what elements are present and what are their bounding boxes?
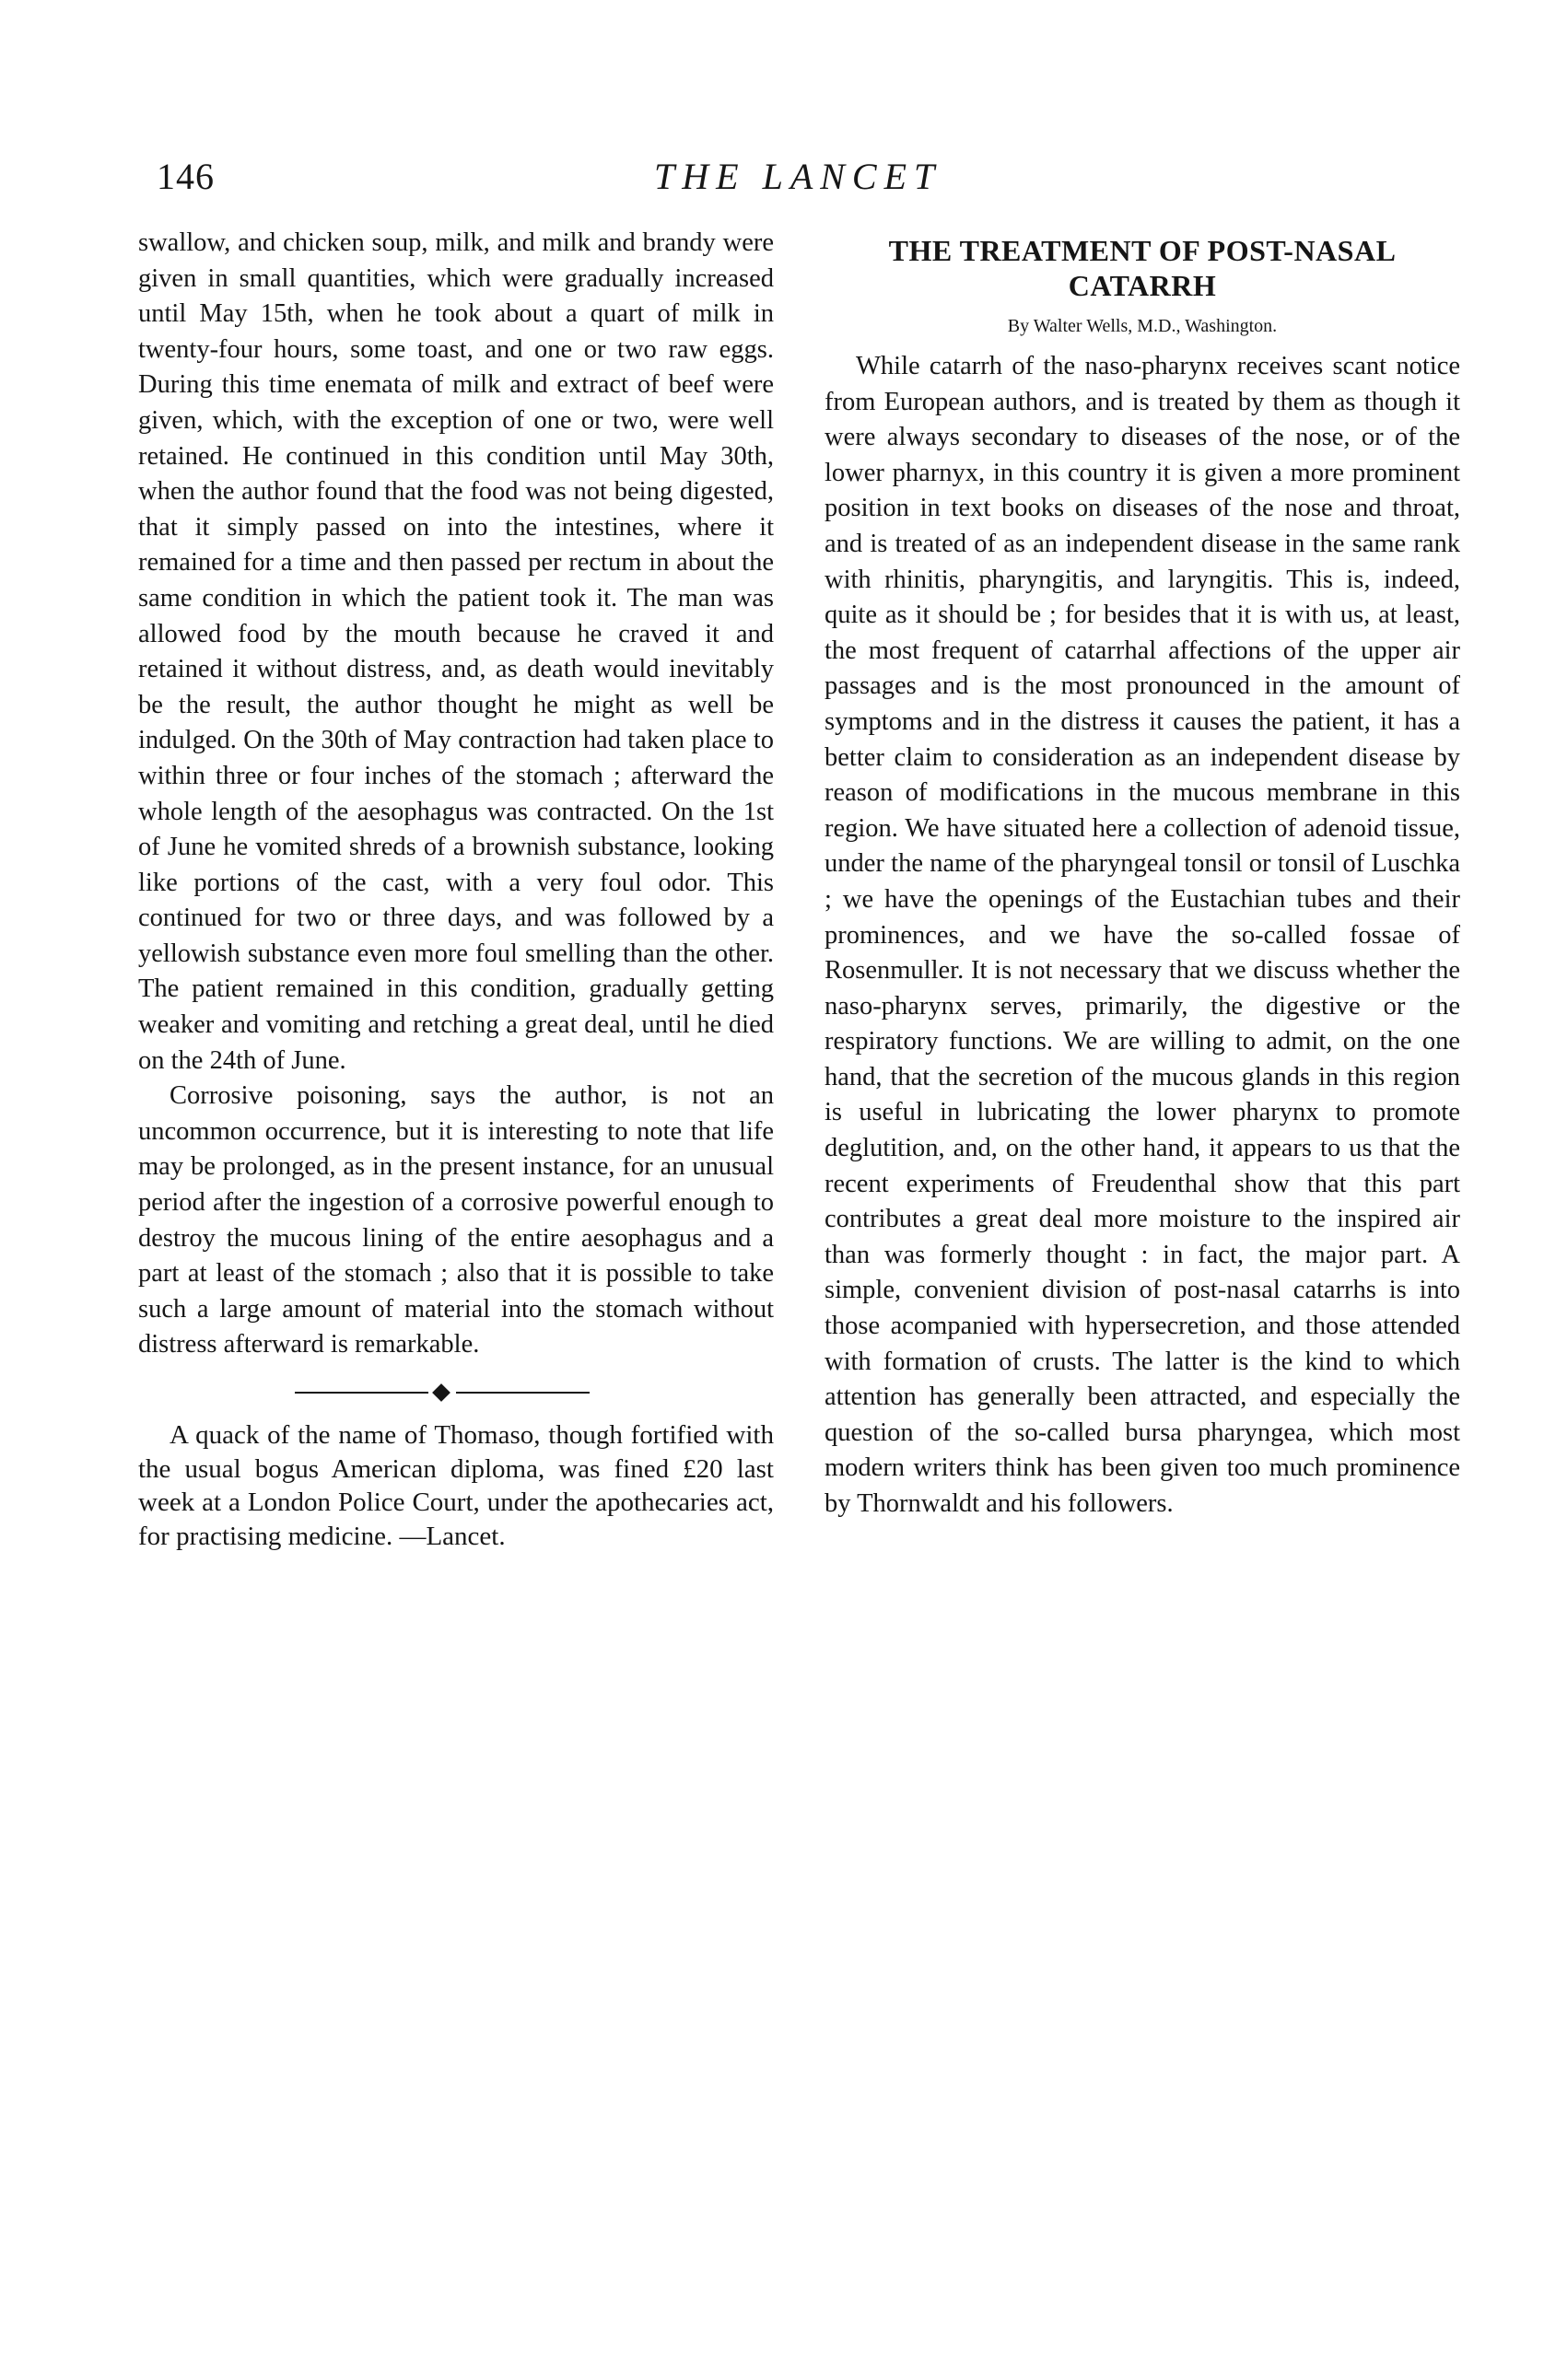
running-title: THE LANCET — [654, 156, 942, 197]
case-report-continuation: swallow, and chicken soup, milk, and milk and brandy were given in small quantities, which were gradually increased until May 15th, when he took about a quart of milk in twenty-four hours, some toast, and one or two raw eggs. During this time enemata of milk and extract of beef were given, which, with the exception of one or two, were well retained. He continued in this condition until May 30th, when the author found that the food was not being digested, that it simply passed on into the intestines, where it remained for a time and then passed per rectum in about the same condition in which the patient took it. The man was allowed food by the mouth because he craved it and retained it without distress, and, as death would inevitably be the result, the author thought he might as well be indulged. On the 30th of May contraction had taken place to within three or four inches of the stomach ; afterward the whole length of the aesophagus was contracted. On the 1st of June he vomited shreds of a brownish substance, looking like portions of the cast, with a very foul odor. This continued for two or three days, and was followed by a yellowish substance even more foul smelling than the other. The patient remained in this condition, gradually getting weaker and vomiting and retching a great deal, until he died on the 24th of June. — [138, 228, 774, 1075]
divider-rule-left — [295, 1392, 428, 1394]
section-divider — [138, 1374, 774, 1411]
corrosive-poisoning-paragraph: Corrosive poisoning, says the author, is not an uncommon occurrence, but it is interesting to note that life may be prolonged, as in the present instance, for an unusual period after the ingestion of a corrosive powerful enough to destroy the mucous lining of the entire aesophagus and a part at least of the stomach ; also that it is possible to take such a large amount of material into the stomach without distress afterward is remarkable. — [138, 1081, 774, 1359]
right-column — [825, 226, 1460, 1522]
divider-diamond-ornament — [432, 1383, 450, 1402]
page-header — [157, 155, 1465, 210]
divider-rule-right — [456, 1392, 590, 1394]
article-byline: By Walter Wells, M.D., Washington. — [1007, 316, 1278, 336]
left-column — [138, 226, 774, 1553]
article-title: THE TREATMENT OF POST-NASAL CATARRH — [888, 234, 1397, 302]
article-body-paragraph: While catarrh of the naso-pharynx receives scant notice from European authors, and is treated by them as though it were always secondary to diseases of the nose, or of the lower pharnyx, in this country it is given a more prominent position in text books on diseases of the nose and throat, and is treated of as an independent disease in the same rank with rhinitis, pharyngitis, and laryngitis. This is, indeed, quite as it should be ; for besides that it is with us, at least, the most frequent of catarrhal affections of the upper air passages and is the most pronounced in the amount of symptoms and in the distress it causes the patient, it has a better claim to consideration as an independent disease by reason of modifications in the mucous membrane in this region. We have situated here a collection of adenoid tissue, under the name of the pharyngeal tonsil or tonsil of Luschka ; we have the openings of the Eustachian tubes and their prominences, and we have the so-called fossae of Rosenmuller. It is not necessary that we discuss whether the naso-pharynx serves, primarily, the digestive or the respiratory functions. We are willing to admit, on the one hand, that the secretion of the mucous glands in this region is useful in lubricating the lower pharynx to promote deglutition, and, on the other hand, it appears to us that the recent experiments of Freudenthal show that this part contributes a great deal more moisture to the inspired air than was formerly thought : in fact, the major part. A simple, convenient division of post-nasal catarrhs is into those acompanied with hypersecretion, and those attended with formation of crusts. The latter is the kind to which attention has generally been attracted, and especially the question of the so-called bursa pharyngea, which most modern writers think has been given too much prominence by Thornwaldt and his followers. — [825, 352, 1460, 1518]
page-number: 146 — [157, 156, 215, 197]
quack-news-item: A quack of the name of Thomaso, though fortified with the usual bogus American diploma, was fined £20 last week at a London Police Court, under the apothecaries act, for practising medicine. —Lancet. — [138, 1420, 774, 1551]
